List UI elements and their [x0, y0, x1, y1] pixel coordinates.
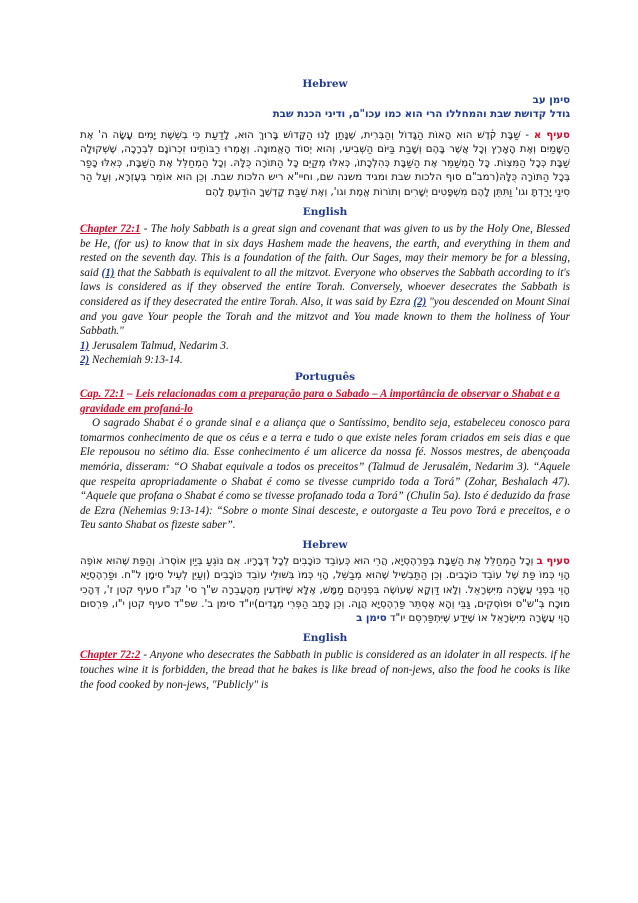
siman-reference: סימן ב — [356, 613, 387, 625]
footnote-number: 1) — [80, 339, 90, 352]
hebrew-siman-heading — [80, 94, 570, 108]
section-heading-hebrew-2: Hebrew — [302, 538, 348, 551]
footnote-ref[interactable]: (1) — [101, 266, 115, 279]
english-paragraph-2 — [80, 648, 570, 692]
english-text-part: - The holy Sabbath is a great sign and covenant that was given to us by the Holy One, Blessed be He, (for us) to know that in six days Hashem made the heavens, the earth, and everything in them and rested on the seventh day. This is a foundation of the faith. Our Sages, may their memory be for a blessing, said — [80, 223, 570, 279]
title-dash: – — [124, 388, 136, 401]
seif-label: סעיף א — [533, 129, 570, 141]
footnote-text: Jerusalem Talmud, Nedarim 3. — [89, 339, 229, 352]
footnote-text: Nechemiah 9:13-14. — [89, 354, 183, 367]
hebrew-title: גודל קדושת שבת והמחללו הרי הוא כמו עכו"ם, ודיני הכנת שבת — [272, 109, 570, 121]
section-heading-english: English — [302, 206, 348, 219]
english-text-part: - Anyone who desecrates the Sabbath in public is considered as an idolater in all respects. if he touches wine it is forbidden, the bread that he bakes is like bread of non-jews, also the food he cooks is like the food cooked by non-jews, "Publicly" is — [80, 649, 570, 691]
hebrew-paragraph-2 — [80, 555, 570, 626]
portuguese-paragraph: O sagrado Shabat é o grande sinal e a aliança que o Santíssimo, bendito seja, estabeleceu conosco para tomarmos conhecimento de que os céus e a terra e tudo o que existe neles foram criados em seis dias e que Ele repousou no sétimo dia. Esse conhecimento é um alicerce da nossa fé. Nossos mestres, de abençoada memória, disseram: “O Shabat equivale a todos os preceitos” (Talmud de Jerusalém, Nedarim 3). “Aquele que respeita apropriadamente o Shabat é como se tivesse cumprido toda a Torá” (Zohar, Beshalach 47). “Aquele que profana o Shabat é como se tivesse profanado toda a Torá” (Chulin 5a). Isto é deduzido da frase de Ezra (Nehemias 9:13-14): “Sobre o monte Sinai desceste, e outorgaste a Teu povo Torá e preceitos, e o Teu santo Shabat os fizeste saber”. — [80, 417, 570, 532]
hebrew-text: - שַׁבָּת ק֫דֶשׁ הוּא הָאוֹת הַגָּדוֹל וְהַבְּרִית, שֶׁנָּתַן לָנוּ הַקָּדוֹשׁ בָּרוּךְ הוּא, לָדַעַת כִּי בְשֵׁשֶׁת יָמִים עָשָׂה ה' אֶת הַשָּׁמַיִם וְאֶת הָאָרֶץ וְכָל אֲשֶׁר בָּהֶם וְשָׁבַת בַּיּוֹם הַשְּׁבִיעִי, וְהוּא יְסוֹד הָאֱמוּנָה. וְאָמְרוּ רַבּוֹתֵינוּ זִכְרוֹנָם לִבְרָכָה, שֶׁשְּׁקוּלָה שַׁבָּת כְּכָל הַמִּצְוֹת. כָּל הַמְשַׁמֵּר אֶת הַשַּׁבָּת כְּהִלְכָתוֹ, כְּאִלּוּ מְקַיֵּם כָּל הַתּוֹרָה כֻּלָּהּ. וְכָל הַמְחַלֵּל אֶת הַשַּׁבָּת, כְּאִלּוּ כָּפַר בְּכָל הַתּוֹרָה כֻּלָּהּ(רמב"ם סוף הלכות שבת ומגיד משנה שם, וחיי"א ריש הלכות שבת. וְכֵן הוּא אוֹמֵר בְּעֶזְרָא, וְעַל הַר סִינַי יָרַדְתָּ וגו' וַתִּתֵּן לָהֶם מִשְׁפָּטִים יְשָׁרִים וְתוֹרוֹת אֱמֶת וגו', וְאֶת שַׁבַּת קָדְשְׁךָ הוֹדַעְתָּ לָהֶם — [80, 129, 570, 198]
english-text-part: "you descended on Mount Sinai and you gave Your people the Torah and the mitzvot and You made known to them the holiness of Your Sabbath." — [80, 296, 571, 338]
footnote-1 — [80, 339, 570, 354]
seif-label: סעיף ב — [536, 555, 570, 567]
footnote-ref[interactable]: (2) — [413, 296, 427, 309]
section-heading-portuguese: Português — [294, 371, 356, 384]
english-text-part: that the Sabbath is equivalent to all the mitzvot. Everyone who observes the Sabbath according to it's laws is considered as if they observed the entire Torah. Conversely, whoever desecrates the Sabbath is considered as if they desecrated the entire Torah. Also, it was said by Ezra — [80, 266, 570, 309]
chapter-label: Chapter 72:2 — [80, 649, 141, 662]
portuguese-chapter-title — [80, 387, 570, 416]
portuguese-chapter-label: Cap. 72:1 — [80, 388, 125, 401]
section-heading-hebrew: Hebrew — [302, 78, 348, 90]
section-heading-english-2: English — [302, 632, 348, 645]
footnote-number: 2) — [80, 354, 90, 367]
hebrew-paragraph-1 — [80, 129, 570, 200]
english-paragraph-1 — [80, 222, 570, 339]
portuguese-title: Leis relacionadas com a preparação para o Sabado – A importância de observar o Shabat e a gravidade em profaná-lo — [80, 388, 560, 415]
footnote-2 — [80, 353, 570, 368]
hebrew-chapter-title — [80, 108, 570, 122]
chapter-label: Chapter 72:1 — [80, 223, 141, 236]
siman-number: סימן עב — [532, 95, 570, 106]
hebrew-text: וְכָל הַמְחַלֵּל אֶת הַשַּׁבָּת בְּפַרְהֶסְיָא, הֲרֵי הוּא כְּעוֹבֵד כּוֹכָבִים לְכָל דְּבָרָיו. אִם נוֹגֵעַ בְּיַיִן אוֹסְרוֹ. וְהַפַּת שֶׁהוּא אוֹפֶה הָוֵי כְּמוֹ פַּת שֶׁל עוֹבֵד כּוֹכָבִים. וְכֵן הַתַּבְשִׁיל שֶׁהוּא מְבַשֵּׁל, הָוֵי כְּמוֹ בִּשּׁוּלֵי עוֹבֵד כּוֹכָבִים (וְעַיֵּן לְעֵיל סִימָן ל"ח. וּפַרְהֶסְיָא הָוֵי בִּפְנֵי עֲשָׂרָה מִיִּשְׂרָאֵל. וְלָאו דַּוְקָא שֶׁעוֹשֶׂה בִּפְנֵיהֶם מַמָּשׁ, אֶלָּא שֶׁיּוֹדְעִין מֵהָעֲבֵרָה ש"ך סי' קנ"ז סעיף קטן ז', דְּהָכִי מוּכָח בְּ"ש"ס וּפוֹסְקִים, גַּבֵּי וְהָא אֶסְתֵּר פַּרְהֶסְיָא הֲוָה. וְכֵן כָּתַב הַפְּרִי מְגָדִים)יו"ד סימן ב'. שפ"ד סעיף קטן י"ו, פִּרְסוּם הָוֵי עֲשָׂרָה מִיִּשְׂרָאֵל אוֹ שֶׁיֵּדַע שֶׁיִּתְפַּרְסֵם יו"ד — [80, 555, 570, 625]
